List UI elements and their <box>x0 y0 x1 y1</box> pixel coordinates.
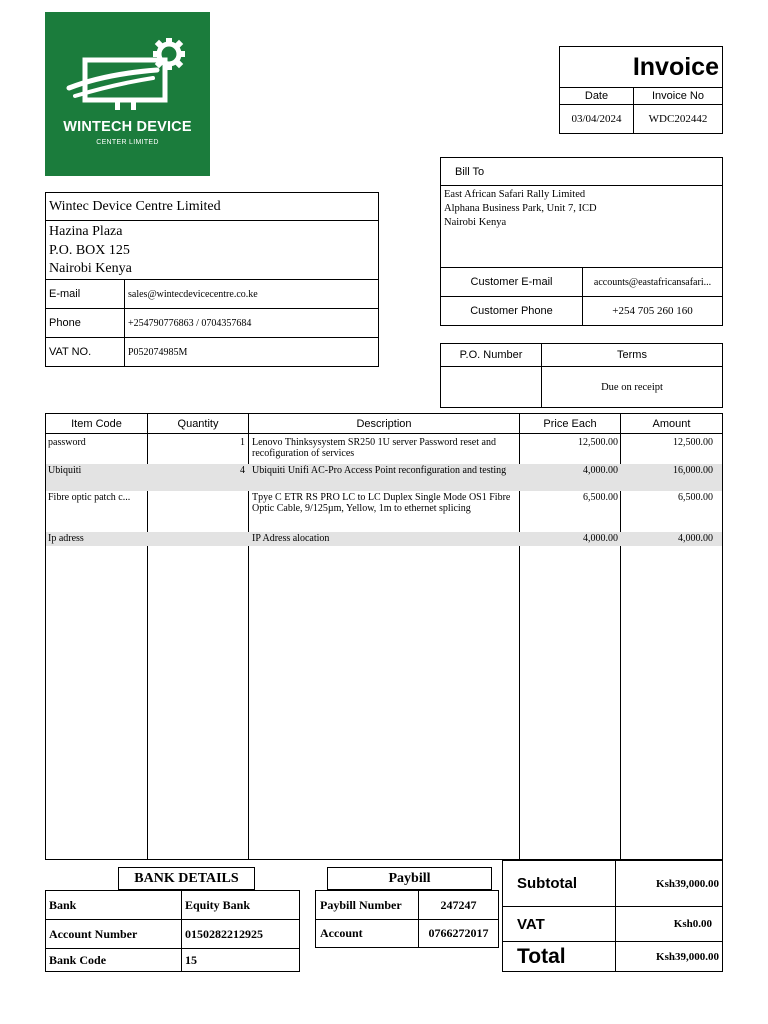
bank-code-label: Bank Code <box>49 952 107 967</box>
logo-company-subtitle: CENTER LIMITED <box>96 139 159 146</box>
date-label: Date <box>584 90 609 102</box>
item-amount: 6,500.00 <box>678 492 713 503</box>
item-amount: 4,000.00 <box>678 533 713 544</box>
total-value: Ksh39,000.00 <box>656 950 719 963</box>
company-address <box>49 223 369 279</box>
item-amount: 12,500.00 <box>673 437 713 448</box>
bill-to-line: Alphana Business Park, Unit 7, ICD <box>444 203 597 214</box>
paybill-number-label: Paybill Number <box>320 897 402 912</box>
account-number-label: Account Number <box>49 926 138 941</box>
customer-phone: +254 705 260 160 <box>612 305 693 317</box>
subtotal-value: Ksh39,000.00 <box>656 877 719 890</box>
item-description: Tpye C ETR RS PRO LC to LC Duplex Single Mode OS1 Fibre Optic Cable, 9/125µm, Yellow, 1m to ethernet splicing <box>252 492 511 514</box>
item-quantity: 1 <box>240 437 245 448</box>
company-address-line: Nairobi Kenya <box>49 261 132 276</box>
table-row <box>46 532 722 546</box>
paybill-account: 0766272017 <box>428 926 489 940</box>
total-label: Total <box>517 944 566 968</box>
bill-to-line: Nairobi Kenya <box>444 217 507 228</box>
account-number: 0150282212925 <box>185 926 263 941</box>
bank-code: 15 <box>185 952 197 967</box>
item-description: Lenovo Thinksysystem SR250 1U server Password reset and recofiguration of services <box>252 437 496 459</box>
item-quantity: 4 <box>240 465 245 476</box>
column-header-price-each: Price Each <box>543 417 597 430</box>
item-description: IP Adress alocation <box>252 533 330 544</box>
item-price: 4,000.00 <box>583 533 618 544</box>
invoice-date: 03/04/2024 <box>571 113 622 125</box>
po-number-label: P.O. Number <box>459 349 523 361</box>
customer-email-label: Customer E-mail <box>470 276 553 288</box>
table-row <box>46 464 722 491</box>
company-logo <box>45 12 210 176</box>
invoice-title: Invoice <box>632 52 719 81</box>
item-code: Fibre optic patch c... <box>48 492 131 503</box>
item-price: 6,500.00 <box>583 492 618 503</box>
item-amount: 16,000.00 <box>673 465 713 476</box>
table-row <box>46 491 722 532</box>
bill-to-line: East African Safari Rally Limited <box>444 189 586 200</box>
column-header-quantity: Quantity <box>177 417 219 430</box>
invoice-number-label: Invoice No <box>652 90 704 102</box>
vat-number-label: VAT NO. <box>49 346 92 358</box>
bank-label: Bank <box>49 897 77 912</box>
column-header-description: Description <box>356 417 412 430</box>
customer-phone-label: Customer Phone <box>470 305 553 317</box>
paybill-title: Paybill <box>388 870 431 886</box>
column-header-amount: Amount <box>652 417 691 430</box>
item-code: password <box>48 437 86 448</box>
company-address-line: Hazina Plaza <box>49 224 123 239</box>
terms-value: Due on receipt <box>601 381 663 393</box>
company-phone: +254790776863 / 0704357684 <box>128 317 252 329</box>
bank-name: Equity Bank <box>185 897 251 912</box>
company-email: sales@wintecdevicecentre.co.ke <box>128 288 258 300</box>
table-row <box>46 436 722 464</box>
invoice-number: WDC202442 <box>648 113 708 125</box>
paybill-account-label: Account <box>320 926 363 940</box>
device-gear-icon <box>45 12 210 117</box>
item-description: Ubiquiti Unifi AC-Pro Access Point reconfiguration and testing <box>252 465 507 476</box>
company-name: Wintec Device Centre Limited <box>49 198 221 214</box>
vat-label: VAT <box>517 915 545 933</box>
paybill-number: 247247 <box>440 897 477 912</box>
column-header-item-code: Item Code <box>71 417 122 430</box>
subtotal-label: Subtotal <box>517 875 577 892</box>
company-phone-label: Phone <box>49 317 81 329</box>
company-email-label: E-mail <box>49 288 81 300</box>
bill-to-label: Bill To <box>455 165 485 178</box>
bank-details-title: BANK DETAILS <box>134 870 239 886</box>
item-price: 12,500.00 <box>578 437 618 448</box>
item-code: Ubiquiti <box>48 465 82 476</box>
item-code: Ip adress <box>48 533 84 544</box>
terms-label: Terms <box>617 349 647 361</box>
logo-company-name: WINTECH DEVICE <box>63 119 192 135</box>
customer-email: accounts@eastafricansafari... <box>593 276 712 288</box>
po-number <box>441 367 541 407</box>
company-address-line: P.O. BOX 125 <box>49 242 130 258</box>
vat-value: Ksh0.00 <box>673 918 712 930</box>
item-price: 4,000.00 <box>583 465 618 476</box>
bill-to-address <box>444 188 719 230</box>
vat-number: P052074985M <box>128 346 188 358</box>
